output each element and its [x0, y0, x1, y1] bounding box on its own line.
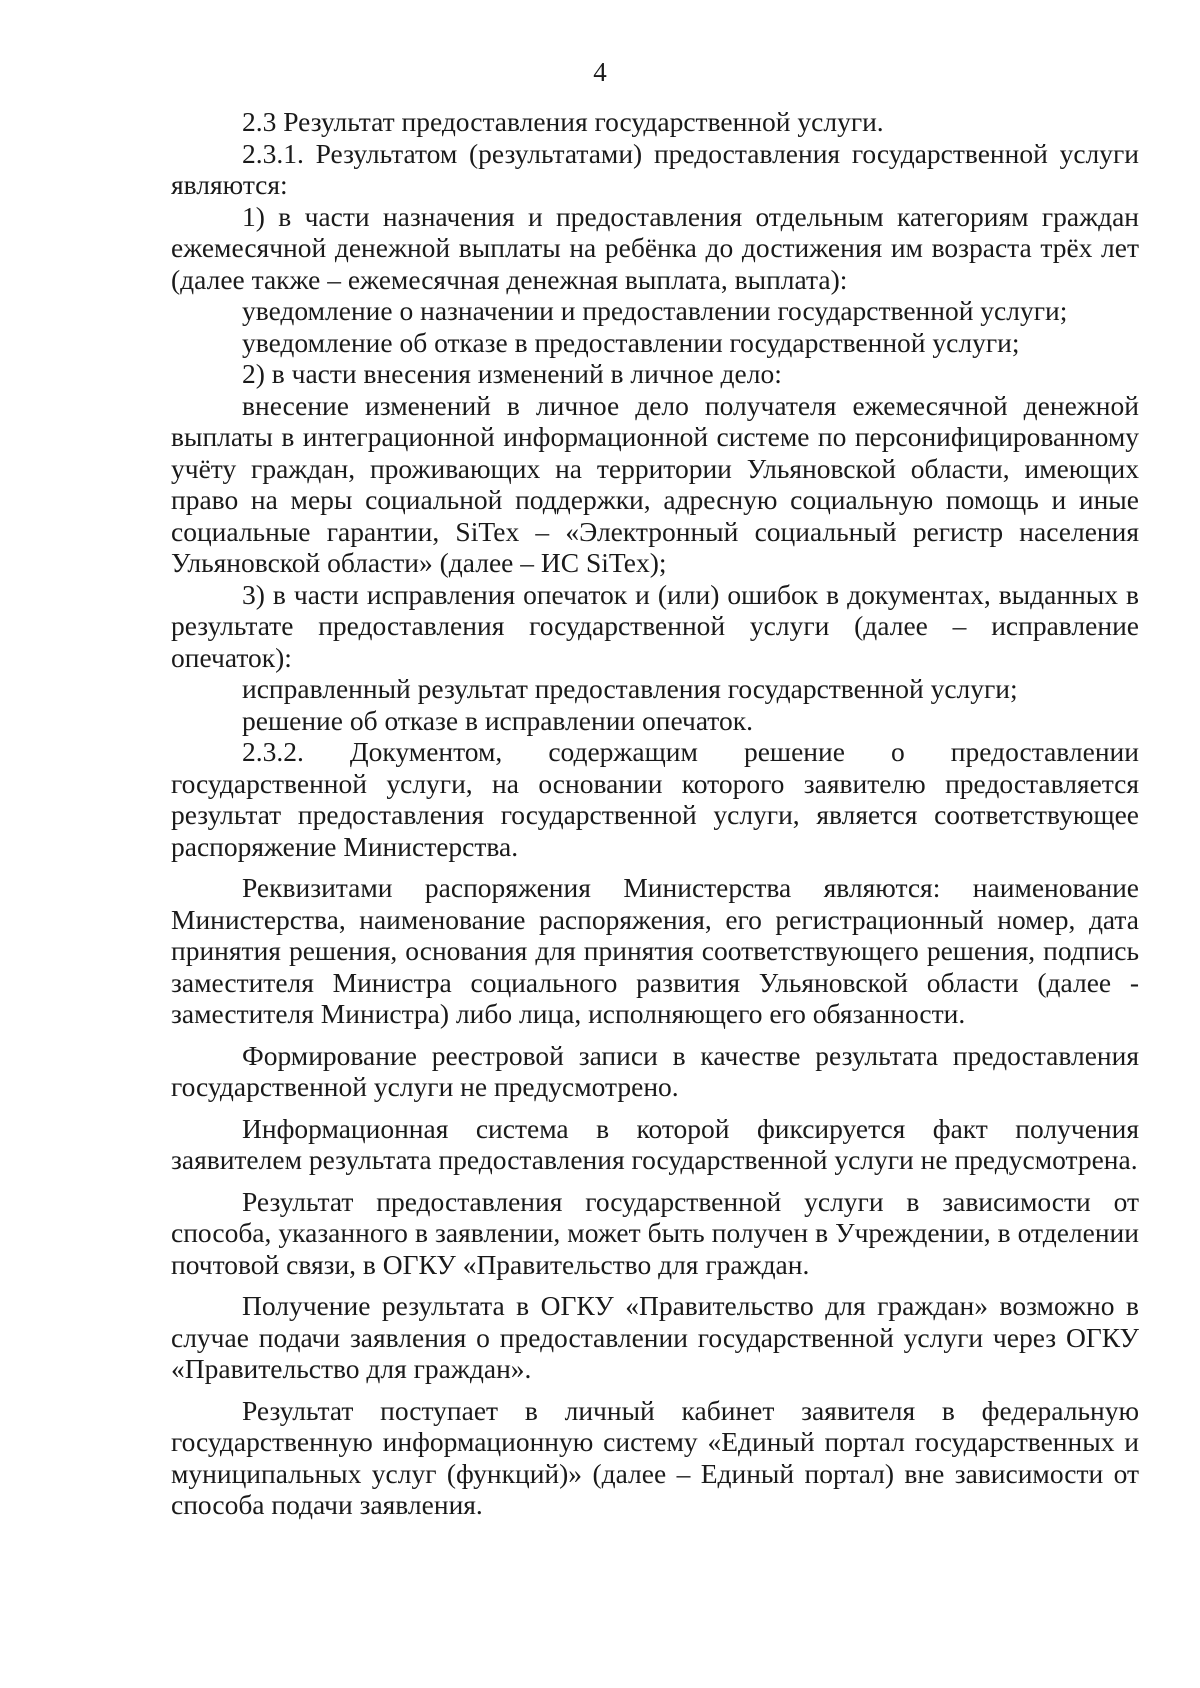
paragraph-information-system: Информационная система в которой фиксируется факт получения заявителем результата предоставления государственной услуги не предусмотрена.	[171, 1112, 1139, 1175]
paragraph-2-3-2: 2.3.2. Документом, содержащим решение о предоставлении государственной услуги, на основании которого заявителю предоставляется результат предоставления государственной услуги, является соответствующее распоряжение Министерства.	[171, 736, 1139, 862]
sub-item-notice-grant: уведомление о назначении и предоставлении государственной услуги;	[242, 295, 1068, 326]
list-item-1: 1) в части назначения и предоставления отдельным категориям граждан ежемесячной денежной выплаты на ребёнка до достижения им возраста трёх лет (далее также – ежемесячная денежная выплата, выплата):	[171, 200, 1139, 295]
paragraph-order-requisites: Реквизитами распоряжения Министерства являются: наименование Министерства, наименование распоряжения, его регистрационный номер, дата принятия решения, основания для принятия соответствующего решения, подпись заместителя Министра социального развития Ульяновской области (далее - заместителя Министра) либо лица, исполняющего его обязанности.	[171, 872, 1139, 1029]
sub-item-correction-refusal: решение об отказе в исправлении опечаток.	[242, 704, 753, 736]
paragraph-registry-record: Формирование реестровой записи в качестве результата предоставления государственной услуги не предусмотрено.	[171, 1039, 1139, 1102]
sub-item-notice-refusal: уведомление об отказе в предоставлении государственной услуги;	[242, 326, 1020, 358]
sub-item-changes-sitex: внесение изменений в личное дело получателя ежемесячной денежной выплаты в интеграционной информационной системе по персонифицированному учёту граждан, проживающих на территории Ульяновской области, имеющих право на меры социальной поддержки, адресную социальную помощь и иные социальные гарантии, SiTex – «Электронный социальный регистр населения Ульяновской области» (далее – ИС SiTex);	[171, 389, 1139, 578]
paragraph-2-3-1: 2.3.1. Результатом (результатами) предоставления государственной услуги являются:	[171, 137, 1139, 200]
section-heading-2-3: 2.3 Результат предоставления государственной услуги.	[242, 106, 884, 137]
paragraph-unified-portal: Результат поступает в личный кабинет заявителя в федеральную государственную информационную систему «Единый портал государственных и муниципальных услуг (функций)» (далее – Единый портал) вне зависимости от способа подачи заявления.	[171, 1394, 1139, 1520]
page-number: 4	[593, 57, 607, 87]
list-item-2: 2) в части внесения изменений в личное дело:	[242, 358, 782, 389]
paragraph-ogku-receipt: Получение результата в ОГКУ «Правительство для граждан» возможно в случае подачи заявления о предоставлении государственной услуги через ОГКУ «Правительство для граждан».	[171, 1290, 1139, 1384]
list-item-3: 3) в части исправления опечаток и (или) ошибок в документах, выданных в результате предоставления государственной услуги (далее – исправление опечаток):	[171, 578, 1139, 673]
paragraph-result-receipt: Результат предоставления государственной услуги в зависимости от способа, указанного в заявлении, может быть получен в Учреждении, в отделении почтовой связи, в ОГКУ «Правительство для граждан.	[171, 1185, 1139, 1280]
document-body	[171, 106, 1139, 1521]
sub-item-corrected-result: исправленный результат предоставления государственной услуги;	[242, 673, 1018, 704]
